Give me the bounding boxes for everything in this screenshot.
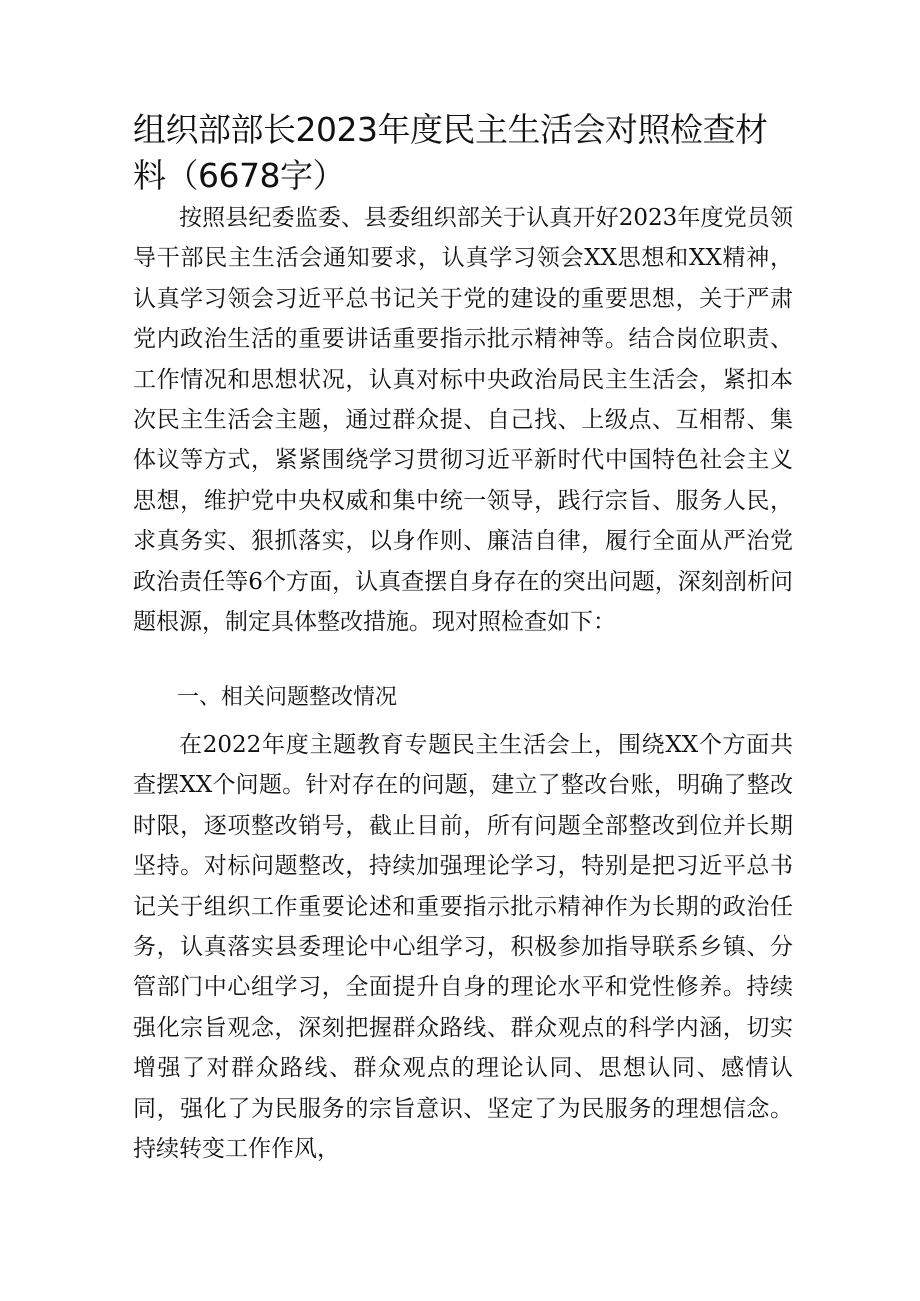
document-title: 组织部部长2023年度民主生活会对照检查材料（6678字） xyxy=(133,110,768,195)
intro-paragraph: 按照县纪委监委、县委组织部关于认真开好2023年度党员领导干部民主生活会通知要求，认真学习领会XX思想和XX精神，认真学习领会习近平总书记关于党的建设的重要思想，关于严肃党内政治生活的重要讲话重要指示批示精神等。结合岗位职责、工作情况和思想状况，认真对标中央政治局民主生活会，紧扣本次民主生活会主题，通过群众提、自己找、上级点、互相帮、集体议等方式，紧紧围绕学习贯彻习近平新时代中国特色社会主义思想，维护党中央权威和集中统一领导，践行宗旨、服务人民，求真务实、狠抓落实，以身作则、廉洁自律，履行全面从严治党政治责任等6个方面，认真查摆自身存在的突出问题，深刻剖析问题根源，制定具体整改措施。现对照检查如下： xyxy=(133,205,793,636)
rectification-paragraph: 在2022年度主题教育专题民主生活会上，围绕XX个方面共查摆XX个问题。针对存在的问题，建立了整改台账，明确了整改时限，逐项整改销号，截止目前，所有问题全部整改到位并长期坚持。对标问题整改，持续加强理论学习，特别是把习近平总书记关于组织工作重要论述和重要指示批示精神作为长期的政治任务，认真落实县委理论中心组学习，积极参加指导联系乡镇、分管部门中心组学习，全面提升自身的理论水平和党性修养。持续强化宗旨观念，深刻把握群众路线、群众观点的科学内涵，切实增强了对群众路线、群众观点的理论认同、思想认同、感情认同，强化了为民服务的宗旨意识、坚定了为民服务的理想信念。持续转变工作作风， xyxy=(133,732,793,1163)
section-heading-rectification: 一、相关问题整改情况 xyxy=(177,685,398,710)
